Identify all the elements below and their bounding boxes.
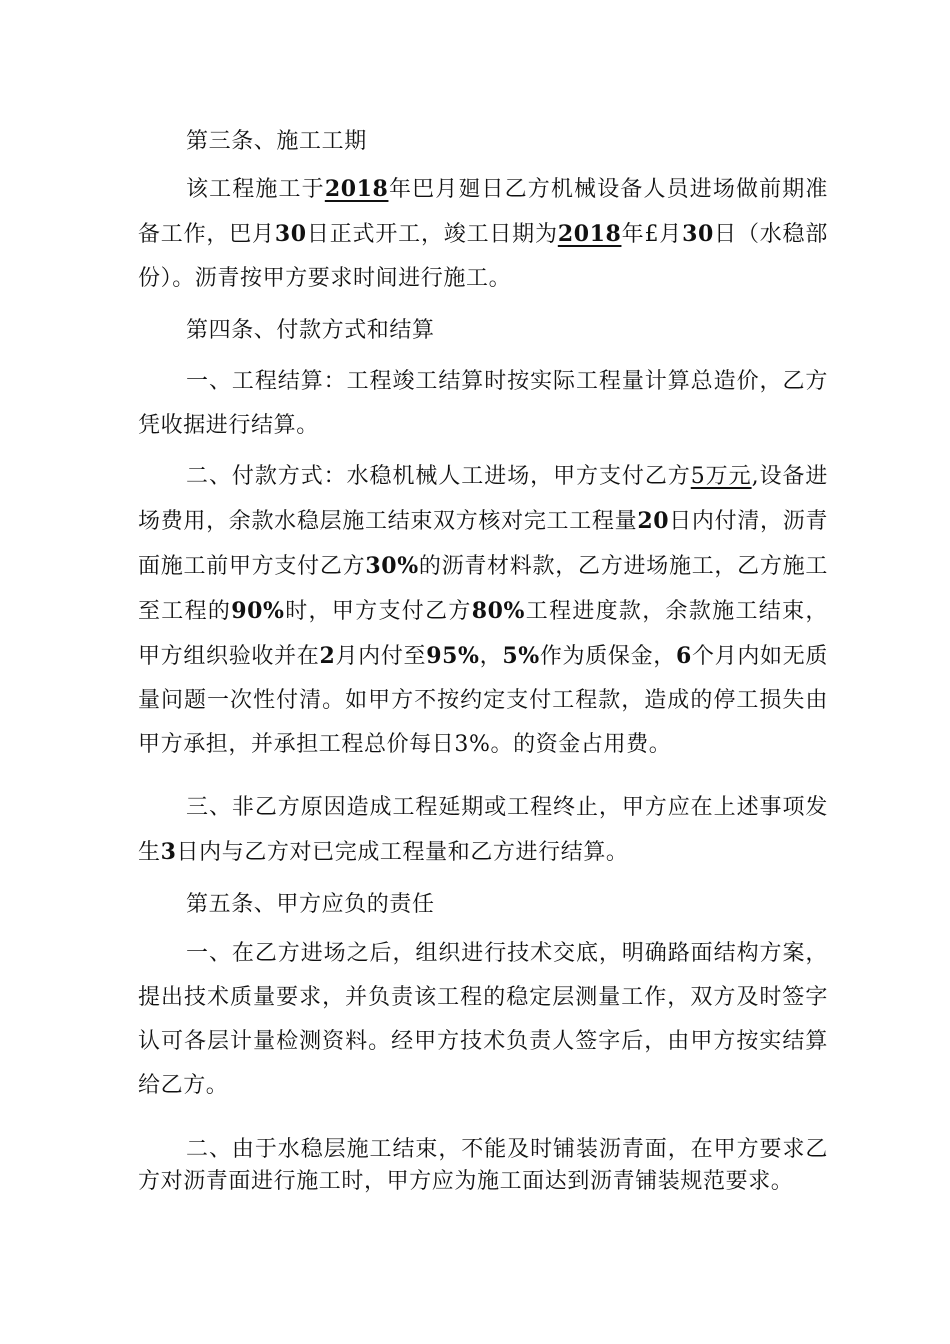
- text-span: 的资金占用费。: [513, 732, 672, 757]
- text-span: 二、付款方式：水稳机械人工进场，甲方支付乙方: [186, 464, 691, 489]
- percentage: 90%: [231, 598, 285, 624]
- number: 2: [319, 643, 336, 669]
- article-4-paragraph-3: [138, 786, 828, 875]
- number: 20: [637, 508, 670, 534]
- article-4-paragraph-1: 一、工程结算：工程竣工结算时按实际工程量计算总造价，乙方凭收据进行结算。: [138, 369, 828, 438]
- end-year: 2018: [557, 221, 622, 247]
- text-span: 日内付清，沥青面施工前甲方支付乙方: [138, 509, 829, 579]
- text-span: 该工程施工于: [186, 177, 325, 202]
- daily-rate: 3%。: [454, 732, 514, 757]
- text-span: 三、非乙方原因造成工程延期或工程终止，甲方应在上述事项发生: [138, 795, 828, 865]
- text-span: 的沥青材料款，乙方进场施工，乙方施工至工程的: [138, 554, 828, 624]
- text-span: 日内与乙方对已完成工程量和乙方进行结算。: [176, 840, 629, 865]
- text-span: 个月内如无质量问题一次性付清。如甲方不按约定支付工程款，造成的停工损失由甲方承担，并承担工程总价每日: [138, 644, 828, 757]
- number: 6: [675, 643, 692, 669]
- article-4-paragraph-2: [138, 455, 828, 767]
- article-3-paragraph-1: [138, 167, 828, 301]
- start-day: 30: [274, 221, 307, 247]
- text-span: 工程进度款，余款施工结束，甲方组织验收并在: [138, 599, 828, 669]
- article-4-heading: 第四条、付款方式和结算: [186, 318, 435, 343]
- article-5-heading: 第五条、甲方应负的责任: [186, 892, 435, 917]
- text-span: ,设备进场费用，余款水稳层施工结束双方核对完工工程量: [138, 464, 828, 534]
- text-span: ，: [479, 644, 503, 669]
- percentage: 5%: [502, 643, 540, 669]
- text-span: 时，甲方支付乙方: [284, 599, 472, 624]
- end-day: 30: [682, 221, 714, 247]
- text-span: 年巴月廻日乙方机械设备人员进场做前期准备工作，巴月: [138, 177, 828, 247]
- text-span: 月内付至: [335, 644, 427, 669]
- article-5-paragraph-2: 二、由于水稳层施工结束，不能及时铺装沥青面，在甲方要求乙方对沥青面进行施工时，甲方应为施工面达到沥青铺装规范要求。: [138, 1137, 828, 1194]
- text-span: 日正式开工，竣工日期为: [306, 222, 558, 247]
- payment-amount: 5万元: [690, 464, 752, 489]
- number: 3: [160, 839, 177, 865]
- article-5-paragraph-1: 一、在乙方进场之后，组织进行技术交底，明确路面结构方案，提出技术质量要求，并负责该工程的稳定层测量工作，双方及时签字认可各层计量检测资料。经甲方技术负责人签字后，由甲方按实结算给乙方。: [138, 941, 828, 1098]
- percentage: 30%: [365, 553, 419, 579]
- text-span: 年£月: [621, 222, 683, 247]
- text-span: 日（水稳部份）。沥青按甲方要求时间进行施工。: [138, 222, 828, 291]
- article-3-heading: 第三条、施工工期: [186, 129, 367, 154]
- percentage: 95%: [426, 643, 480, 669]
- text-span: 作为质保金，: [539, 644, 676, 669]
- start-year: 2018: [324, 176, 389, 202]
- percentage: 80%: [471, 598, 526, 624]
